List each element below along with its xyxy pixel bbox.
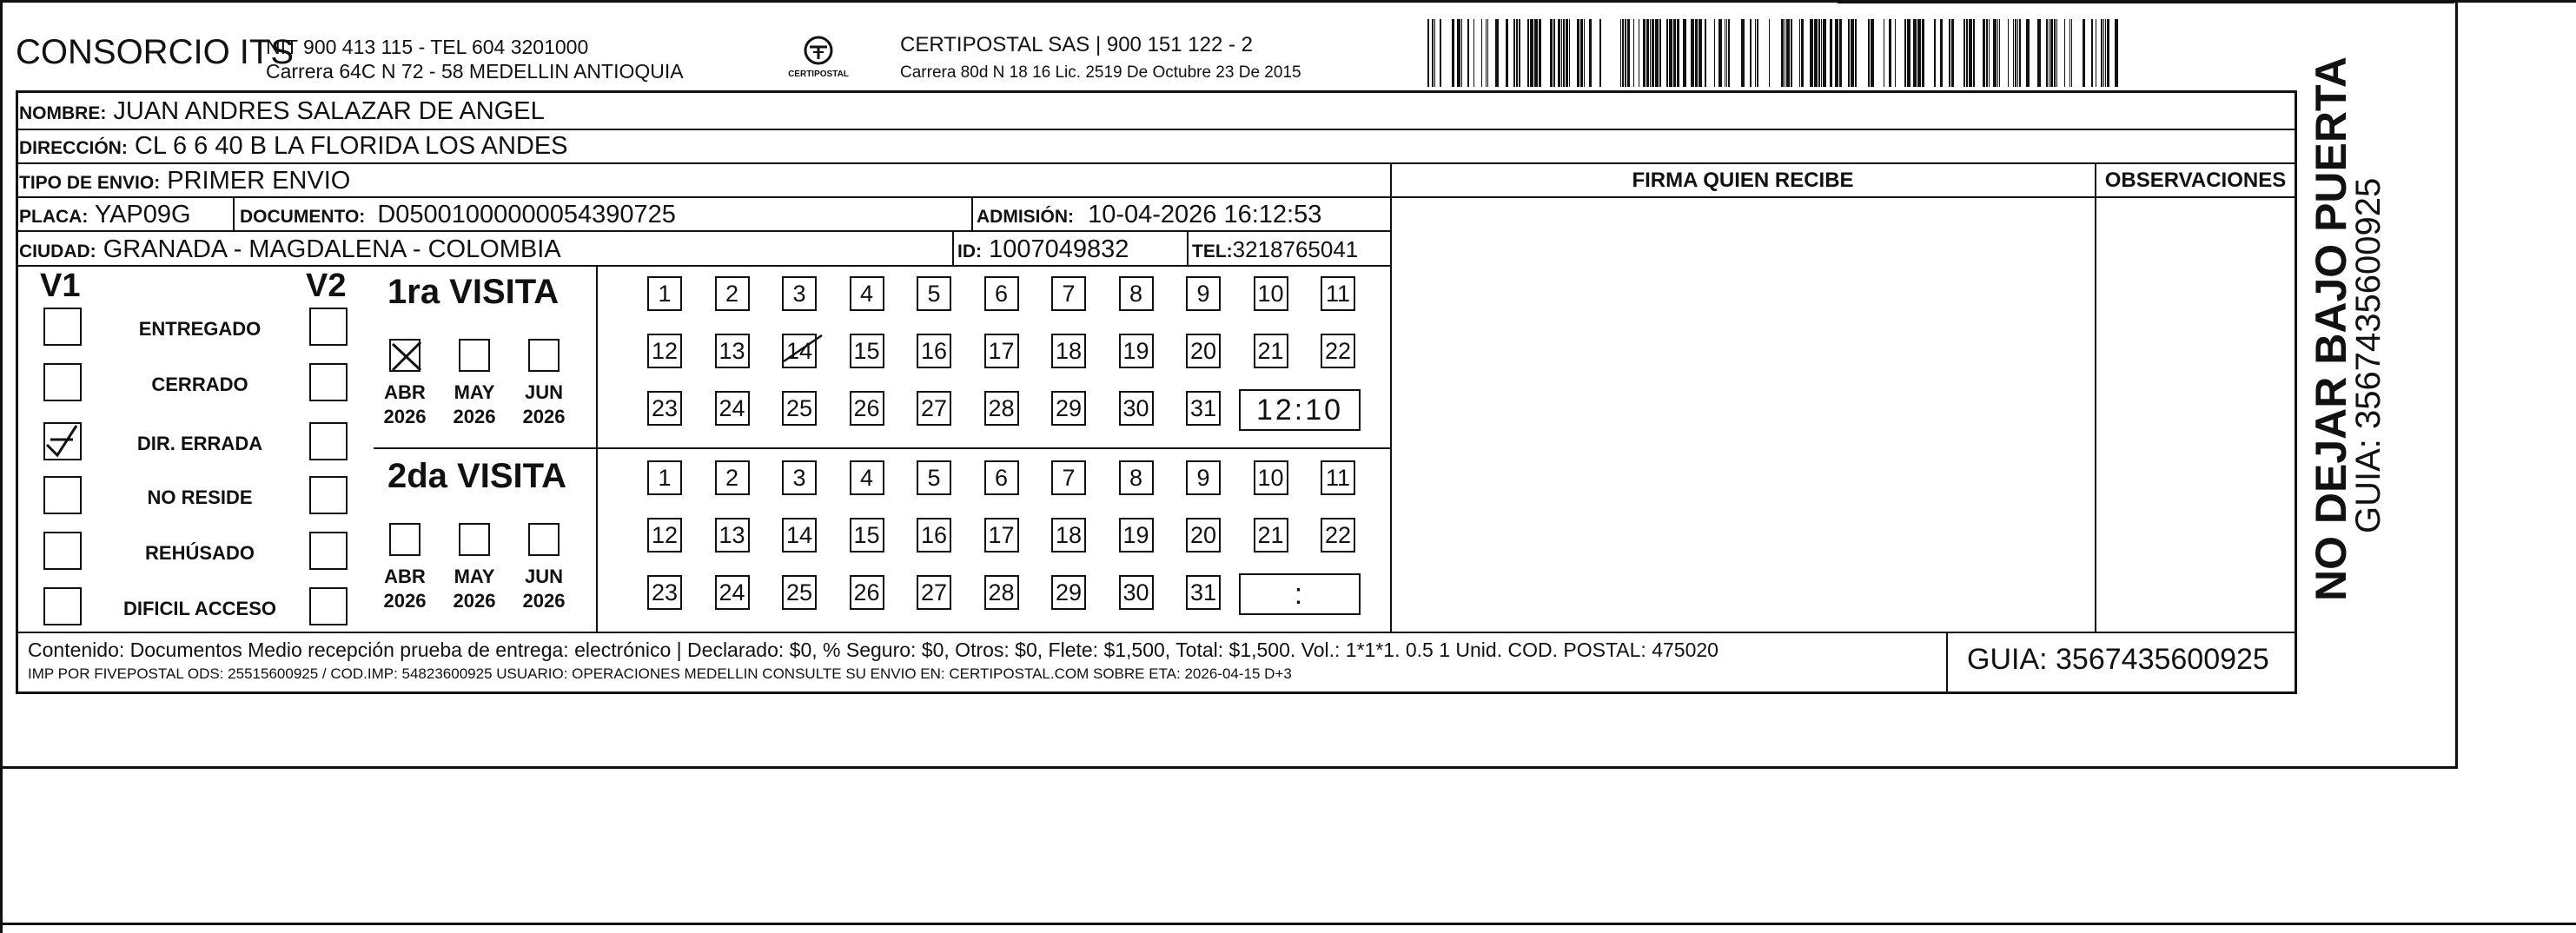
first-day-14[interactable]: 14 [782,334,817,368]
v1-checkbox-reh-sado[interactable] [43,532,82,570]
second-day-29[interactable]: 29 [1051,575,1086,610]
first-day-24[interactable]: 24 [715,391,750,426]
rule-row-1 [16,129,2297,130]
ciudad-value: GRANADA - MAGDALENA - COLOMBIA [103,235,561,263]
firma-header: FIRMA QUIEN RECIBE [1632,169,1854,192]
month-year: 2026 [453,590,496,612]
second-month-checkbox-may[interactable] [459,523,490,556]
first-day-7[interactable]: 7 [1051,276,1086,311]
first-day-31[interactable]: 31 [1186,391,1221,426]
id-value: 1007049832 [989,235,1129,263]
second-day-2[interactable]: 2 [715,460,750,495]
second-month-checkbox-jun[interactable] [528,523,560,556]
first-visit-time[interactable]: 12:10 [1239,389,1361,431]
v2-checkbox-no-reside[interactable] [309,476,348,514]
second-month-label-may [448,565,500,613]
side-guia: GUIA: 3567435600925 [2349,177,2387,533]
second-month-label-jun [518,565,570,613]
month-year: 2026 [522,406,566,427]
logo-text: CERTIPOSTAL [788,69,849,79]
first-day-5[interactable]: 5 [917,276,951,311]
second-day-21[interactable]: 21 [1254,518,1288,553]
second-day-14[interactable]: 14 [782,518,817,553]
v2-checkbox-dificil-acceso[interactable] [309,587,348,625]
rule-obs-left [2095,162,2096,632]
placa-label: PLACA: [19,207,89,227]
nombre-value: JUAN ANDRES SALAZAR DE ANGEL [113,97,545,125]
first-day-19[interactable]: 19 [1119,334,1154,368]
placa-value: YAP09G [94,201,191,228]
second-day-30[interactable]: 30 [1119,575,1154,610]
first-day-10[interactable]: 10 [1254,276,1288,311]
second-day-5[interactable]: 5 [917,460,951,495]
v1-checkbox-no-reside[interactable] [43,476,82,514]
v1-checkbox-entregado[interactable] [43,308,82,346]
second-day-10[interactable]: 10 [1254,460,1288,495]
v2-checkbox-dir-errada[interactable] [309,422,348,460]
second-visit-title: 2da VISITA [387,457,566,495]
first-month-label-jun [518,380,570,429]
first-day-25[interactable]: 25 [782,391,817,426]
second-day-1[interactable]: 1 [647,460,682,495]
second-day-17[interactable]: 17 [984,518,1019,553]
company-nit: NIT 900 413 115 - TEL 604 3201000 [266,36,589,58]
grid-bottom [16,691,2297,694]
first-month-checkbox-abr[interactable] [389,339,421,372]
field-tipo [19,166,350,198]
first-month-checkbox-may[interactable] [459,339,490,372]
second-day-18[interactable]: 18 [1051,518,1086,553]
field-documento [240,200,676,232]
first-day-1[interactable]: 1 [647,276,682,311]
v1-checkbox-cerrado[interactable] [43,363,82,401]
tipo-value: PRIMER ENVIO [167,167,351,195]
rule-firma-left [1390,162,1392,632]
v2-checkbox-entregado[interactable] [309,308,348,346]
month-name: MAY [454,381,495,403]
month-year: 2026 [522,590,566,612]
documento-label: DOCUMENTO: [240,207,366,227]
rule-doc-admision [971,196,973,231]
rule-ciudad-id [952,230,954,265]
v2-checkbox-cerrado[interactable] [309,363,348,401]
admision-label: ADMISIÓN: [977,207,1074,227]
rule-id-tel [1187,230,1189,265]
month-name: JUN [524,566,563,587]
first-visit-title: 1ra VISITA [387,273,560,311]
second-day-31[interactable]: 31 [1186,575,1221,610]
month-year: 2026 [383,406,427,427]
field-ciudad [19,235,561,267]
second-day-3[interactable]: 3 [782,460,817,495]
nombre-label: NOMBRE: [19,103,107,123]
second-day-20[interactable]: 20 [1186,518,1221,553]
field-placa [19,200,191,232]
second-day-22[interactable]: 22 [1321,518,1355,553]
first-day-11[interactable]: 11 [1321,276,1355,311]
first-day-15[interactable]: 15 [850,334,884,368]
tel-value: 3218765041 [1232,236,1359,262]
status-label-dir-errada: DIR. ERRADA [136,433,263,454]
first-day-6[interactable]: 6 [984,276,1019,311]
second-month-checkbox-abr[interactable] [389,523,421,556]
tel-label: TEL: [1192,242,1233,261]
page-bottom-line [0,923,2576,925]
first-day-28[interactable]: 28 [984,391,1019,426]
first-day-27[interactable]: 27 [917,391,951,426]
status-label-reh-sado: REHÚSADO [145,542,255,564]
v1-checkbox-dificil-acceso[interactable] [43,587,82,625]
second-day-12[interactable]: 12 [647,518,682,553]
second-day-28[interactable]: 28 [984,575,1019,610]
second-day-27[interactable]: 27 [917,575,951,610]
admision-value: 10-04-2026 16:12:53 [1088,201,1322,228]
status-label-dificil-acceso: DIFICIL ACCESO [123,598,276,619]
rule-guia-left [1946,632,1948,692]
first-day-23[interactable]: 23 [647,391,682,426]
first-month-label-may [448,380,500,429]
second-day-6[interactable]: 6 [984,460,1019,495]
footer-guia: GUIA: 3567435600925 [1967,643,2269,676]
field-admision [977,200,1321,232]
ciudad-label: CIUDAD: [19,242,96,261]
direccion-label: DIRECCIÓN: [19,138,128,158]
v2-header: V2 [306,268,347,304]
first-day-9[interactable]: 9 [1186,276,1221,311]
v1-header: V1 [40,268,81,304]
first-day-3[interactable]: 3 [782,276,817,311]
field-id [957,235,1129,267]
page-border-left [0,0,3,933]
first-month-label-abr [379,380,431,429]
second-day-16[interactable]: 16 [917,518,951,553]
frame-right [2455,0,2458,769]
second-day-11[interactable]: 11 [1321,460,1355,495]
second-day-25[interactable]: 25 [782,575,817,610]
footer-contenido: Contenido: Documentos Medio recepción prueba de entrega: electrónico | Declarado: $0, % Seguro: $0, Otros: $0, Flete: $1,500, Total: $1,500. Vol.: 1*1*1. 0.5 1 Unid. COD. POSTAL: 475020 [28,639,1718,661]
status-label-cerrado: CERRADO [151,374,248,395]
second-day-19[interactable]: 19 [1119,518,1154,553]
top-rule [1838,2,2454,3]
first-day-16[interactable]: 16 [917,334,951,368]
status-label-entregado: ENTREGADO [138,318,262,340]
first-day-29[interactable]: 29 [1051,391,1086,426]
rule-footer-top [16,632,2297,633]
footer-imp: IMP POR FIVEPOSTAL ODS: 25515600925 / COD.IMP: 54823600925 USUARIO: OPERACIONES MEDELLIN CONSULTE SU ENVIO EN: CERTIPOSTAL.COM SOBRE ETA: 2026-04-15 D+3 [28,665,1292,682]
second-day-24[interactable]: 24 [715,575,750,610]
first-day-4[interactable]: 4 [850,276,884,311]
second-day-4[interactable]: 4 [850,460,884,495]
first-day-22[interactable]: 22 [1321,334,1355,368]
first-day-12[interactable]: 12 [647,334,682,368]
month-year: 2026 [453,406,496,427]
first-day-17[interactable]: 17 [984,334,1019,368]
v1-checkbox-dir-errada[interactable] [43,422,82,460]
grid-right [2295,90,2297,694]
first-day-18[interactable]: 18 [1051,334,1086,368]
month-name: ABR [384,381,426,403]
no-dejar-label: NO DEJAR BAJO PUERTA [2307,56,2355,601]
month-year: 2026 [383,590,427,612]
first-day-20[interactable]: 20 [1186,334,1221,368]
status-label-no-reside: NO RESIDE [147,486,253,508]
field-direccion [19,131,568,163]
barcode [1427,19,2124,87]
id-label: ID: [957,242,982,261]
first-day-2[interactable]: 2 [715,276,750,311]
month-name: JUN [524,381,563,403]
grid-left [16,90,18,694]
first-day-8[interactable]: 8 [1119,276,1154,311]
v2-checkbox-reh-sado[interactable] [309,532,348,570]
second-month-label-abr [379,565,431,613]
tipo-label: TIPO DE ENVIO: [19,173,161,193]
certipostal-address: Carrera 80d N 18 16 Lic. 2519 De Octubre 23 De 2015 [900,63,1301,82]
direccion-value: CL 6 6 40 B LA FLORIDA LOS ANDES [134,132,568,160]
month-name: ABR [384,566,426,587]
rule-visits-mid [374,447,1392,449]
second-day-26[interactable]: 26 [850,575,884,610]
company-address: Carrera 64C N 72 - 58 MEDELLIN ANTIOQUIA [266,60,684,83]
first-month-checkbox-jun[interactable] [528,339,560,372]
first-day-30[interactable]: 30 [1119,391,1154,426]
second-visit-time[interactable]: : [1239,573,1361,615]
second-day-9[interactable]: 9 [1186,460,1221,495]
rule-placa-doc [233,196,235,231]
first-day-21[interactable]: 21 [1254,334,1288,368]
observaciones-header: OBSERVACIONES [2104,169,2287,192]
company-name: CONSORCIO ITS [16,33,295,71]
second-day-15[interactable]: 15 [850,518,884,553]
documento-value: D05001000000054390725 [377,201,676,228]
first-day-13[interactable]: 13 [715,334,750,368]
second-day-7[interactable]: 7 [1051,460,1086,495]
rule-row-3-right [1390,196,2297,198]
field-tel [1192,235,1358,267]
first-day-26[interactable]: 26 [850,391,884,426]
grid-top [16,90,2297,93]
second-day-8[interactable]: 8 [1119,460,1154,495]
month-name: MAY [454,566,495,587]
second-day-23[interactable]: 23 [647,575,682,610]
certipostal-logo [787,31,850,87]
certipostal-line: CERTIPOSTAL SAS | 900 151 122 - 2 [900,33,1253,56]
second-day-13[interactable]: 13 [715,518,750,553]
frame-bottom [0,766,2458,769]
field-nombre [19,96,545,129]
